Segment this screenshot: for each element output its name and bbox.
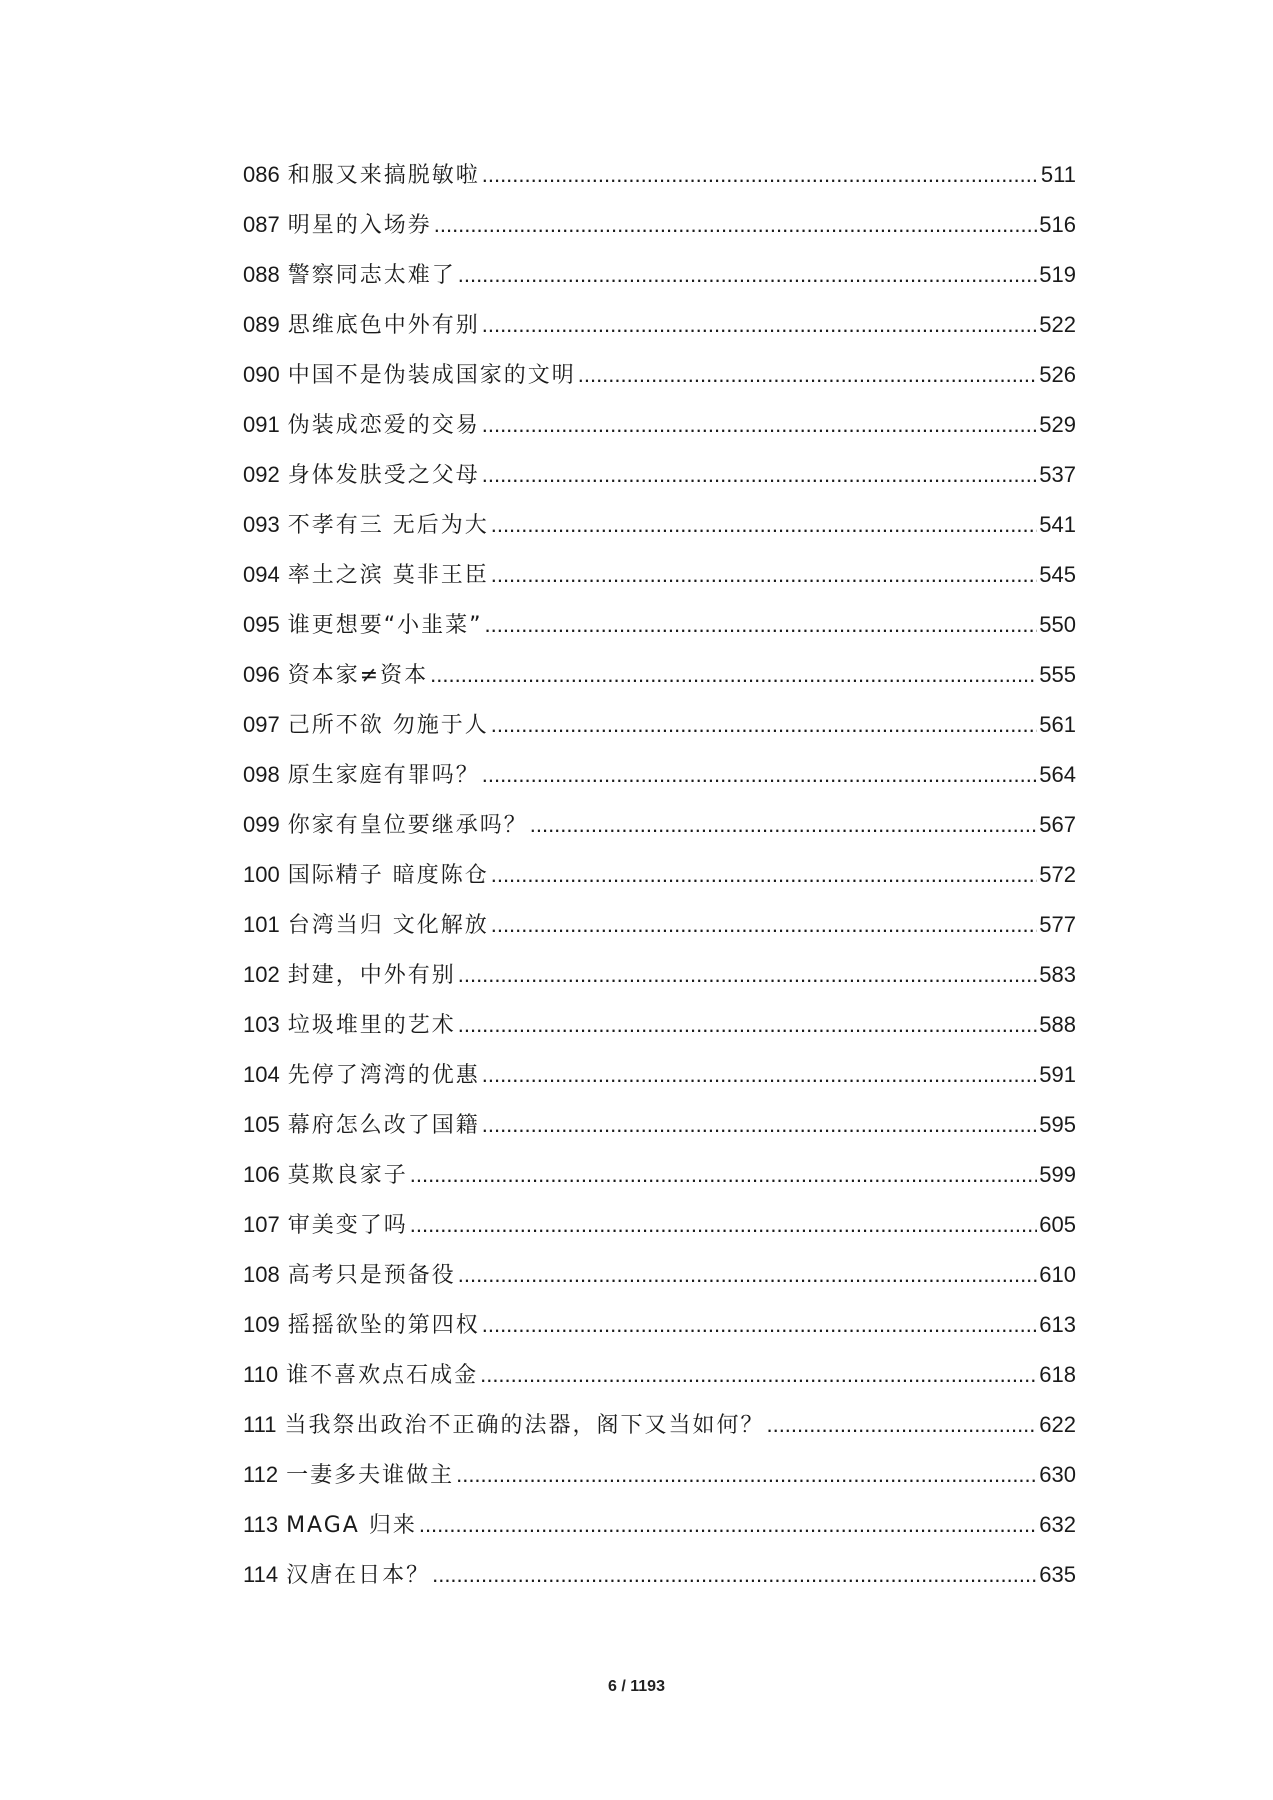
toc-entry-title: 幕府怎么改了国籍 [287, 1113, 480, 1138]
toc-entry[interactable] [243, 260, 1076, 310]
toc-entry-title: 你家有皇位要继承吗？ [287, 813, 528, 838]
toc-entry-page-number: 610 [1039, 1262, 1076, 1287]
toc-entry-number: 107 [243, 1212, 280, 1237]
toc-entry-title: 中国不是伪装成国家的文明 [287, 363, 576, 388]
toc-entry[interactable] [243, 1210, 1076, 1260]
toc-entry-number: 111 [243, 1412, 277, 1437]
toc-entry-title: 莫欺良家子 [287, 1163, 408, 1188]
toc-entry-title: 思维底色中外有别 [287, 313, 480, 338]
toc-entry[interactable] [243, 610, 1076, 660]
toc-entry-page-number: 630 [1039, 1462, 1076, 1487]
toc-entry-page-number: 599 [1039, 1162, 1076, 1187]
toc-dot-leader [456, 1460, 1037, 1490]
toc-entry-title: 谁不喜欢点石成金 [286, 1363, 479, 1388]
toc-dot-leader [482, 460, 1038, 490]
toc-entry-number: 086 [243, 162, 280, 187]
toc-entry[interactable] [243, 1010, 1076, 1060]
toc-entry-number: 105 [243, 1112, 280, 1137]
toc-entry-title: 封建，中外有别 [287, 963, 456, 988]
toc-entry[interactable] [243, 1460, 1076, 1510]
toc-entry-page-number: 577 [1039, 912, 1076, 937]
toc-entry-page-number: 622 [1039, 1412, 1076, 1437]
toc-dot-leader [458, 260, 1038, 290]
toc-entry-number: 088 [243, 262, 280, 287]
toc-dot-leader [419, 1510, 1037, 1540]
toc-entry-title: 资本家≠资本 [287, 663, 429, 688]
toc-entry-title: 汉唐在日本？ [286, 1563, 431, 1588]
toc-entry-page-number: 595 [1039, 1112, 1076, 1137]
toc-entry[interactable] [243, 760, 1076, 810]
toc-entry-page-number: 529 [1039, 412, 1076, 437]
toc-entry-title: 垃圾堆里的艺术 [287, 1013, 456, 1038]
toc-entry-title: 明星的入场券 [287, 213, 432, 238]
toc-entry-number: 108 [243, 1262, 280, 1287]
toc-dot-leader [482, 1310, 1038, 1340]
toc-entry-title: 一妻多夫谁做主 [286, 1463, 455, 1488]
toc-entry[interactable] [243, 1260, 1076, 1310]
toc-entry[interactable] [243, 1160, 1076, 1210]
toc-entry[interactable] [243, 160, 1076, 210]
toc-dot-leader [482, 1110, 1038, 1140]
toc-entry[interactable] [243, 910, 1076, 960]
toc-entry[interactable] [243, 860, 1076, 910]
toc-entry-title: 审美变了吗 [287, 1213, 408, 1238]
toc-entry-number: 112 [243, 1462, 279, 1487]
toc-entry-page-number: 561 [1039, 712, 1076, 737]
toc-entry-title: 原生家庭有罪吗？ [287, 763, 480, 788]
toc-entry-number: 104 [243, 1062, 280, 1087]
toc-dot-leader [578, 360, 1038, 390]
toc-dot-leader [530, 810, 1038, 840]
toc-entry-page-number: 632 [1039, 1512, 1076, 1537]
toc-entry[interactable] [243, 1410, 1076, 1460]
toc-entry-title: 警察同志太难了 [287, 263, 456, 288]
toc-entry-number: 092 [243, 462, 280, 487]
toc-entry-page-number: 550 [1039, 612, 1076, 637]
toc-dot-leader [410, 1210, 1038, 1240]
toc-entry-page-number: 537 [1039, 462, 1076, 487]
toc-entry-page-number: 618 [1039, 1362, 1076, 1387]
toc-entry-number: 099 [243, 812, 280, 837]
toc-dot-leader [491, 860, 1038, 890]
toc-entry[interactable] [243, 1360, 1076, 1410]
toc-entry[interactable] [243, 510, 1076, 560]
toc-dot-leader [434, 210, 1038, 240]
toc-dot-leader [491, 710, 1038, 740]
page-number-footer: 6 / 1193 [608, 1678, 665, 1695]
toc-entry[interactable] [243, 1060, 1076, 1110]
toc-entry-page-number: 541 [1039, 512, 1076, 537]
toc-entry[interactable] [243, 660, 1076, 710]
table-of-contents [243, 160, 1076, 1610]
toc-dot-leader [482, 1060, 1038, 1090]
toc-entry-number: 091 [243, 412, 280, 437]
toc-entry[interactable] [243, 1510, 1076, 1560]
toc-entry-title: 身体发肤受之父母 [287, 463, 480, 488]
toc-entry-number: 102 [243, 962, 280, 987]
toc-entry-number: 110 [243, 1362, 279, 1387]
toc-entry-number: 094 [243, 562, 280, 587]
toc-dot-leader [482, 760, 1038, 790]
toc-entry-title: 己所不欲 勿施于人 [287, 713, 489, 738]
toc-entry-number: 100 [243, 862, 280, 887]
toc-entry-number: 095 [243, 612, 280, 637]
toc-entry[interactable] [243, 1310, 1076, 1360]
toc-dot-leader [430, 660, 1037, 690]
toc-entry-number: 087 [243, 212, 280, 237]
toc-entry[interactable] [243, 210, 1076, 260]
toc-entry[interactable] [243, 810, 1076, 860]
toc-entry[interactable] [243, 1560, 1076, 1610]
toc-entry[interactable] [243, 710, 1076, 760]
toc-dot-leader [458, 1010, 1038, 1040]
toc-dot-leader [458, 960, 1038, 990]
toc-dot-leader [458, 1260, 1038, 1290]
toc-entry-page-number: 555 [1039, 662, 1076, 687]
toc-entry-number: 098 [243, 762, 280, 787]
toc-entry-page-number: 516 [1039, 212, 1076, 237]
toc-entry-title: 先停了湾湾的优惠 [287, 1063, 480, 1088]
toc-entry-number: 113 [243, 1512, 279, 1537]
toc-entry-title: 台湾当归 文化解放 [287, 913, 489, 938]
toc-entry-number: 114 [243, 1562, 279, 1587]
toc-entry-page-number: 545 [1039, 562, 1076, 587]
toc-entry-title: 摇摇欲坠的第四权 [287, 1313, 480, 1338]
toc-dot-leader [432, 1560, 1037, 1590]
toc-entry-page-number: 564 [1039, 762, 1076, 787]
toc-entry[interactable] [243, 1110, 1076, 1160]
toc-entry-page-number: 613 [1039, 1312, 1076, 1337]
toc-entry[interactable] [243, 310, 1076, 360]
toc-dot-leader [482, 310, 1038, 340]
toc-entry-page-number: 635 [1039, 1562, 1076, 1587]
toc-dot-leader [766, 1410, 1037, 1440]
toc-entry-page-number: 572 [1039, 862, 1076, 887]
toc-entry[interactable] [243, 460, 1076, 510]
toc-dot-leader [491, 510, 1038, 540]
toc-entry-title: 不孝有三 无后为大 [287, 513, 489, 538]
toc-entry-page-number: 526 [1039, 362, 1076, 387]
toc-entry-page-number: 522 [1039, 312, 1076, 337]
toc-entry[interactable] [243, 560, 1076, 610]
toc-entry-number: 103 [243, 1012, 280, 1037]
toc-entry-title: 率土之滨 莫非王臣 [287, 563, 489, 588]
toc-entry[interactable] [243, 960, 1076, 1010]
toc-entry-title: 谁更想要“小韭菜” [287, 613, 483, 638]
toc-dot-leader [491, 560, 1038, 590]
toc-entry-number: 089 [243, 312, 280, 337]
toc-entry-title: MAGA 归来 [286, 1513, 417, 1538]
toc-entry-title: 高考只是预备役 [287, 1263, 456, 1288]
toc-entry-title: 伪装成恋爱的交易 [287, 413, 480, 438]
toc-entry-number: 093 [243, 512, 280, 537]
toc-entry-title: 国际精子 暗度陈仓 [287, 863, 489, 888]
toc-dot-leader [485, 610, 1038, 640]
toc-dot-leader [482, 410, 1038, 440]
toc-entry-title: 和服又来搞脱敏啦 [287, 163, 480, 188]
toc-entry-number: 090 [243, 362, 280, 387]
toc-entry-page-number: 605 [1039, 1212, 1076, 1237]
toc-entry-number: 096 [243, 662, 280, 687]
toc-entry-page-number: 588 [1039, 1012, 1076, 1037]
toc-dot-leader [482, 160, 1039, 190]
toc-entry-title: 当我祭出政治不正确的法器，阁下又当如何？ [284, 1413, 765, 1438]
toc-entry-page-number: 519 [1039, 262, 1076, 287]
toc-entry-number: 097 [243, 712, 280, 737]
toc-entry-number: 106 [243, 1162, 280, 1187]
toc-dot-leader [410, 1160, 1038, 1190]
toc-entry-page-number: 567 [1039, 812, 1076, 837]
toc-dot-leader [480, 1360, 1037, 1390]
toc-entry-page-number: 511 [1040, 162, 1076, 187]
toc-entry-page-number: 583 [1039, 962, 1076, 987]
toc-entry-number: 109 [243, 1312, 280, 1337]
toc-entry-number: 101 [243, 912, 280, 937]
toc-entry-page-number: 591 [1039, 1062, 1076, 1087]
toc-dot-leader [491, 910, 1038, 940]
toc-entry[interactable] [243, 360, 1076, 410]
toc-entry[interactable] [243, 410, 1076, 460]
